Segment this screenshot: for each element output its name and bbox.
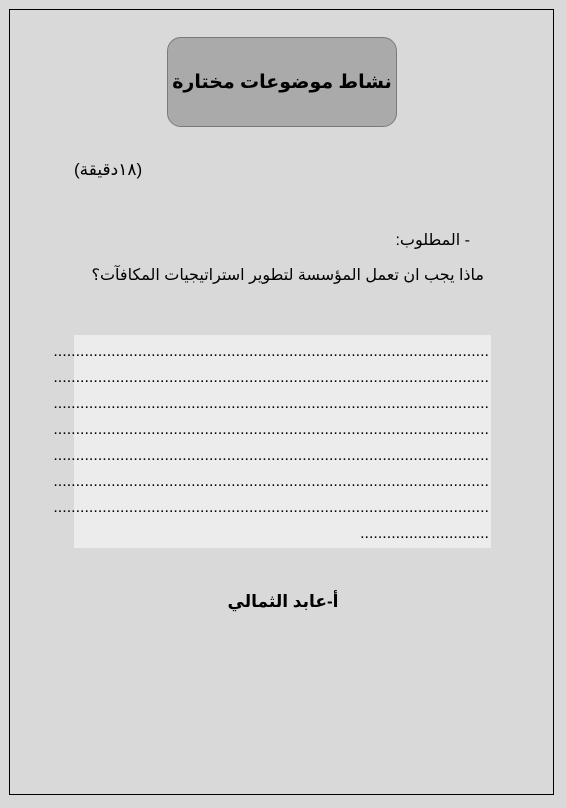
answer-line: .................................................................................................. (53, 395, 489, 412)
answer-line: .................................................................................................. (53, 473, 489, 490)
answer-line: .................................................................................................. (53, 447, 489, 464)
question-text: ماذا يجب ان تعمل المؤسسة لتطوير استراتيجيات المكافآت؟ (91, 267, 484, 284)
answer-line: .................................................................................................. (53, 499, 489, 516)
title-box (167, 37, 397, 127)
answer-area[interactable] (53, 335, 491, 548)
page-title: نشاط موضوعات مختارة (172, 71, 392, 93)
answer-line: .................................................................................................. (53, 421, 489, 438)
duration-label: (١٨دقيقة) (74, 160, 143, 179)
answer-line: .................................................................................................. (53, 343, 489, 360)
author-name: أ-عابد الثمالي (227, 592, 339, 611)
answer-line: ............................. (360, 525, 489, 542)
required-label: - المطلوب: (395, 232, 470, 249)
answer-line: .................................................................................................. (53, 369, 489, 386)
